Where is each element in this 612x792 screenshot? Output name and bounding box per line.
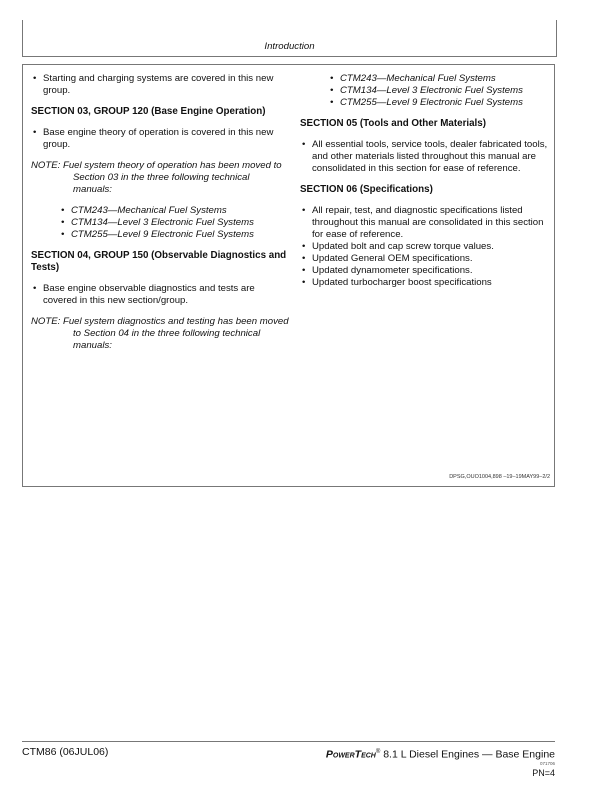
right-column — [300, 73, 550, 289]
list-item: • All repair, test, and diagnostic specifications listed throughout this manual are consolidated in this section for ease of reference. — [300, 205, 550, 241]
list-item: • All essential tools, service tools, dealer fabricated tools, and other materials listed throughout this manual are consolidated in this section for ease of reference. — [300, 139, 550, 175]
left-column — [31, 73, 289, 361]
manual-item: • CTM243—Mechanical Fuel Systems — [328, 73, 550, 85]
footer-rule — [22, 741, 555, 742]
reference-code: DPSG,OUO1004,898 –19–19MAY99–2/2 — [449, 474, 550, 480]
section-heading: SECTION 06 (Specifications) — [300, 184, 433, 195]
manual-item: • CTM255—Level 9 Electronic Fuel Systems — [59, 229, 289, 241]
note: NOTE: Fuel system theory of operation has been moved to Section 03 in the three following technical manuals: — [31, 160, 282, 195]
page-number: PN=4 — [532, 767, 555, 778]
manual-item: • CTM243—Mechanical Fuel Systems — [59, 205, 289, 217]
date-code: 071706 — [539, 760, 555, 766]
manual-id: CTM86 (06JUL06) — [22, 746, 109, 758]
manual-item: • CTM134—Level 3 Electronic Fuel Systems — [59, 217, 289, 229]
note: NOTE: Fuel system diagnostics and testing has been moved to Section 04 in the three following technical manuals: — [31, 316, 289, 351]
list-item: • Updated dynamometer specifications. — [300, 265, 550, 277]
manual-item: • CTM134—Level 3 Electronic Fuel Systems — [328, 85, 550, 97]
manual-item: • CTM255—Level 9 Electronic Fuel Systems — [328, 97, 550, 109]
list-item: • Base engine theory of operation is covered in this new group. — [31, 127, 289, 151]
brand-logo: PowerTech — [325, 748, 376, 761]
footer-right — [326, 746, 555, 779]
list-item: • Updated General OEM specifications. — [300, 253, 550, 265]
registered-mark: ® — [375, 749, 381, 755]
section-heading: SECTION 05 (Tools and Other Materials) — [300, 118, 486, 129]
section-heading: SECTION 04, GROUP 150 (Observable Diagnostics and Tests) — [31, 250, 287, 273]
list-item: • Updated bolt and cap screw torque values. — [300, 241, 550, 253]
list-item: • Starting and charging systems are covered in this new group. — [31, 73, 289, 97]
content-box — [22, 64, 555, 487]
manual-title: 8.1 L Diesel Engines — Base Engine — [380, 748, 555, 761]
page-header — [22, 20, 557, 57]
section-title: Introduction — [264, 41, 315, 52]
list-item: • Base engine observable diagnostics and tests are covered in this new section/group. — [31, 283, 289, 307]
section-heading: SECTION 03, GROUP 120 (Base Engine Operation) — [31, 106, 266, 117]
list-item: • Updated turbocharger boost specifications — [300, 277, 550, 289]
